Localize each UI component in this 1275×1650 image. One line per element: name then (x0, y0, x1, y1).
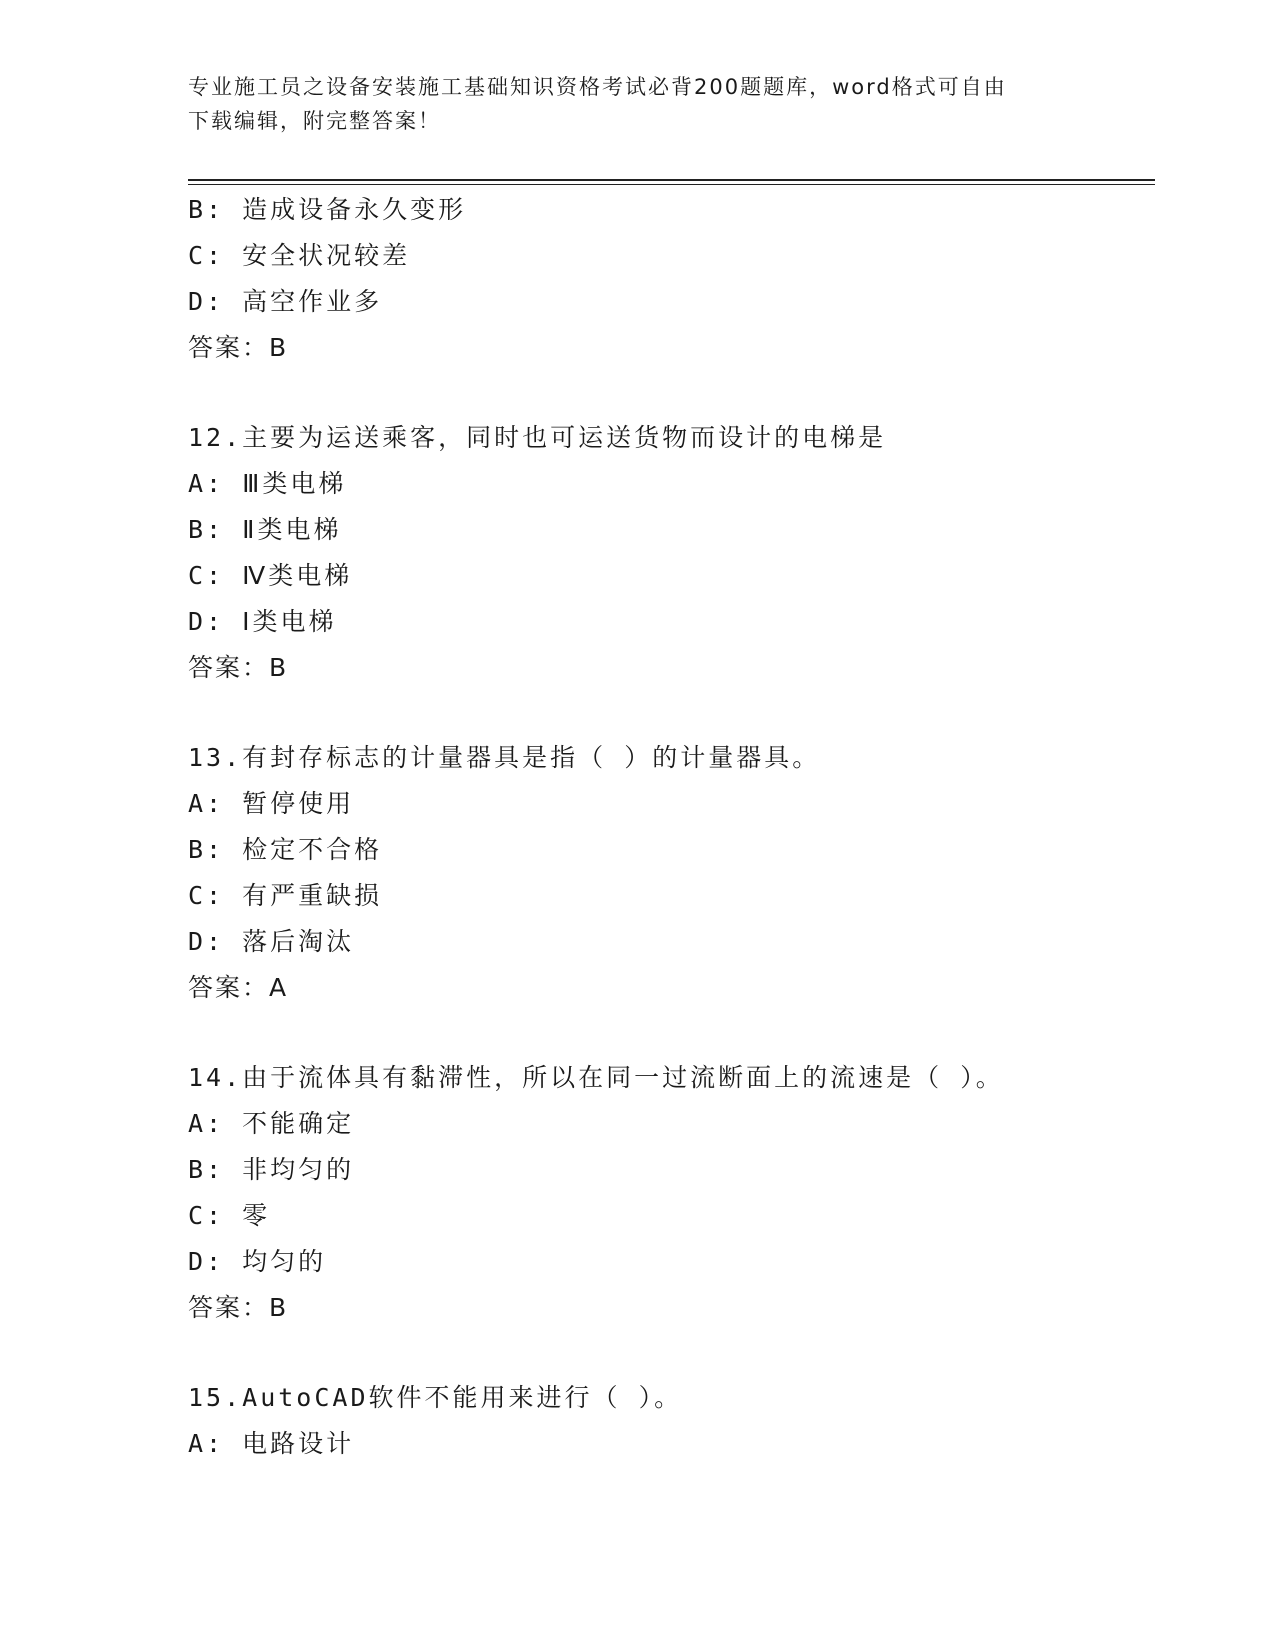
header-line-1: 专业施工员之设备安装施工基础知识资格考试必背200题题库，word格式可自由 (188, 75, 1007, 99)
option-b: B: 造成设备永久变形 (188, 195, 467, 224)
document-header (188, 70, 1088, 138)
header-divider-thin (188, 184, 1155, 185)
answer-line: 答案：B (188, 333, 289, 362)
option-b: B: Ⅱ类电梯 (188, 515, 342, 544)
header-line-2: 下载编辑，附完整答案！ (188, 109, 441, 133)
option-d: D: 落后淘汰 (188, 927, 355, 956)
option-d: D: Ⅰ类电梯 (188, 607, 337, 636)
option-a: A: 电路设计 (188, 1429, 355, 1458)
question-14 (188, 1055, 1148, 1331)
option-c: C: 有严重缺损 (188, 881, 383, 910)
option-d: D: 高空作业多 (188, 287, 383, 316)
option-c: C: 安全状况较差 (188, 241, 411, 270)
option-c: C: Ⅳ类电梯 (188, 561, 353, 590)
question-list (188, 187, 1148, 1467)
option-a: A: 暂停使用 (188, 789, 355, 818)
question-15 (188, 1375, 1148, 1467)
question-13 (188, 735, 1148, 1011)
question-text: 13.有封存标志的计量器具是指（ ）的计量器具。 (188, 743, 821, 772)
option-d: D: 均匀的 (188, 1247, 327, 1276)
question-12 (188, 415, 1148, 691)
option-a: A: Ⅲ类电梯 (188, 469, 347, 498)
answer-line: 答案：B (188, 1293, 289, 1322)
option-a: A: 不能确定 (188, 1109, 355, 1138)
option-c: C: 零 (188, 1201, 271, 1230)
answer-line: 答案：B (188, 653, 289, 682)
option-b: B: 检定不合格 (188, 835, 383, 864)
question-11-continued (188, 187, 1148, 371)
question-text: 12.主要为运送乘客，同时也可运送货物而设计的电梯是 (188, 423, 887, 452)
question-text: 14.由于流体具有黏滞性，所以在同一过流断面上的流速是（ ）。 (188, 1063, 1004, 1092)
header-divider (188, 179, 1155, 181)
option-b: B: 非均匀的 (188, 1155, 355, 1184)
answer-line: 答案：A (188, 973, 289, 1002)
question-text: 15.AutoCAD软件不能用来进行（ ）。 (188, 1383, 683, 1412)
